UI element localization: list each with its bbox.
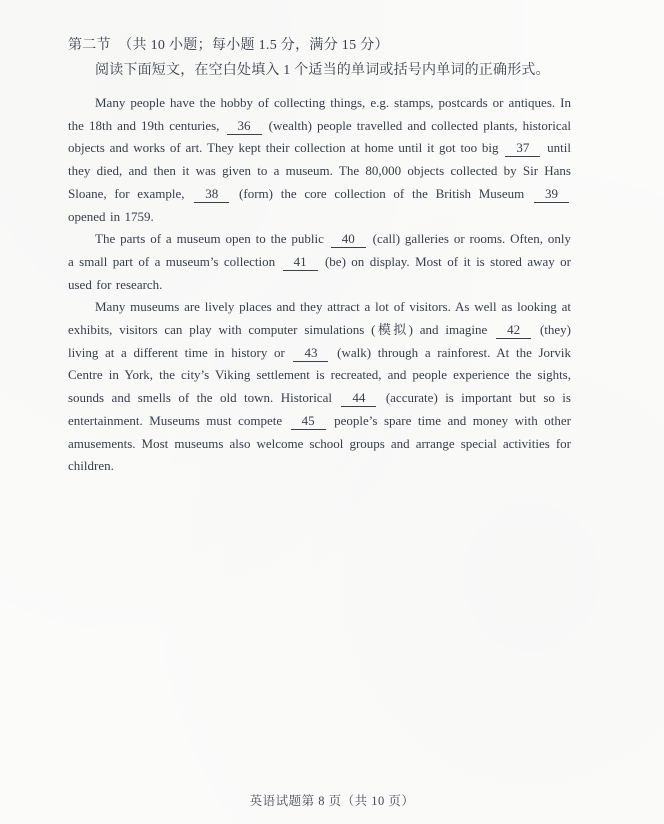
passage-text: (be) on display. Most of it is stored away or used for research.: [68, 253, 571, 292]
blank-39: 39: [534, 186, 569, 203]
blank-37: 37: [505, 140, 540, 157]
blank-43: 43: [293, 345, 328, 362]
section-heading: 第二节 （共 10 小题；每小题 1.5 分，满分 15 分）: [68, 38, 389, 53]
blank-44: 44: [341, 390, 376, 407]
passage-text: Many people have the hobby of collecting things, e.g. stamps, postcards or antiques. In the 18th and 19th centuries,: [68, 95, 571, 133]
passage-text: (accurate) is important but so is entertainment. Museums must compete: [68, 390, 571, 428]
passage-text: Many museums are lively places and they attract a lot of visitors. As well as looking at exhibits, visitors can play with computer simulations (模拟) and imagine: [68, 299, 571, 338]
page-content: [68, 34, 571, 478]
cloze-passage: [68, 92, 571, 478]
passage-paragraph: [68, 228, 571, 296]
blank-40: 40: [331, 231, 366, 248]
passage-paragraph: [68, 92, 571, 228]
passage-text: (walk) through a rainforest. At the Jorvik Centre in York, the city’s Viking settlement is recreated, and people experience the sights, sounds and smells of the old town. Historical: [68, 344, 572, 406]
passage-text: (wealth) people travelled and collected plants, historical objects and works of art. They kept their collection at home until it got too big: [68, 117, 571, 156]
passage-text: until they died, and then it was given to a museum. The 80,000 objects collected by Sir Hans Sloane, for example,: [68, 140, 571, 201]
instruction-text: 阅读下面短文，在空白处填入 1 个适当的单词或括号内单词的正确形式。: [95, 63, 550, 78]
blank-45: 45: [291, 413, 326, 430]
blank-42: 42: [496, 322, 531, 339]
passage-text: (they) living at a different time in history or: [68, 322, 571, 360]
page-footer: 英语试题第 8 页（共 10 页）: [249, 794, 415, 808]
passage-text: The parts of a museum open to the public: [95, 231, 329, 247]
passage-text: opened in 1759.: [68, 208, 154, 224]
passage-paragraph: [68, 296, 571, 478]
passage-text: people’s spare time and money with other amusements. Most museums also welcome school groups and arrange special activities for children.: [68, 412, 571, 474]
blank-38: 38: [194, 186, 229, 203]
passage-text: (call) galleries or rooms. Often, only a small part of a museum’s collection: [68, 231, 571, 269]
passage-text: (form) the core collection of the British Museum: [231, 185, 532, 201]
blank-36: 36: [227, 118, 262, 135]
blank-41: 41: [283, 254, 318, 271]
